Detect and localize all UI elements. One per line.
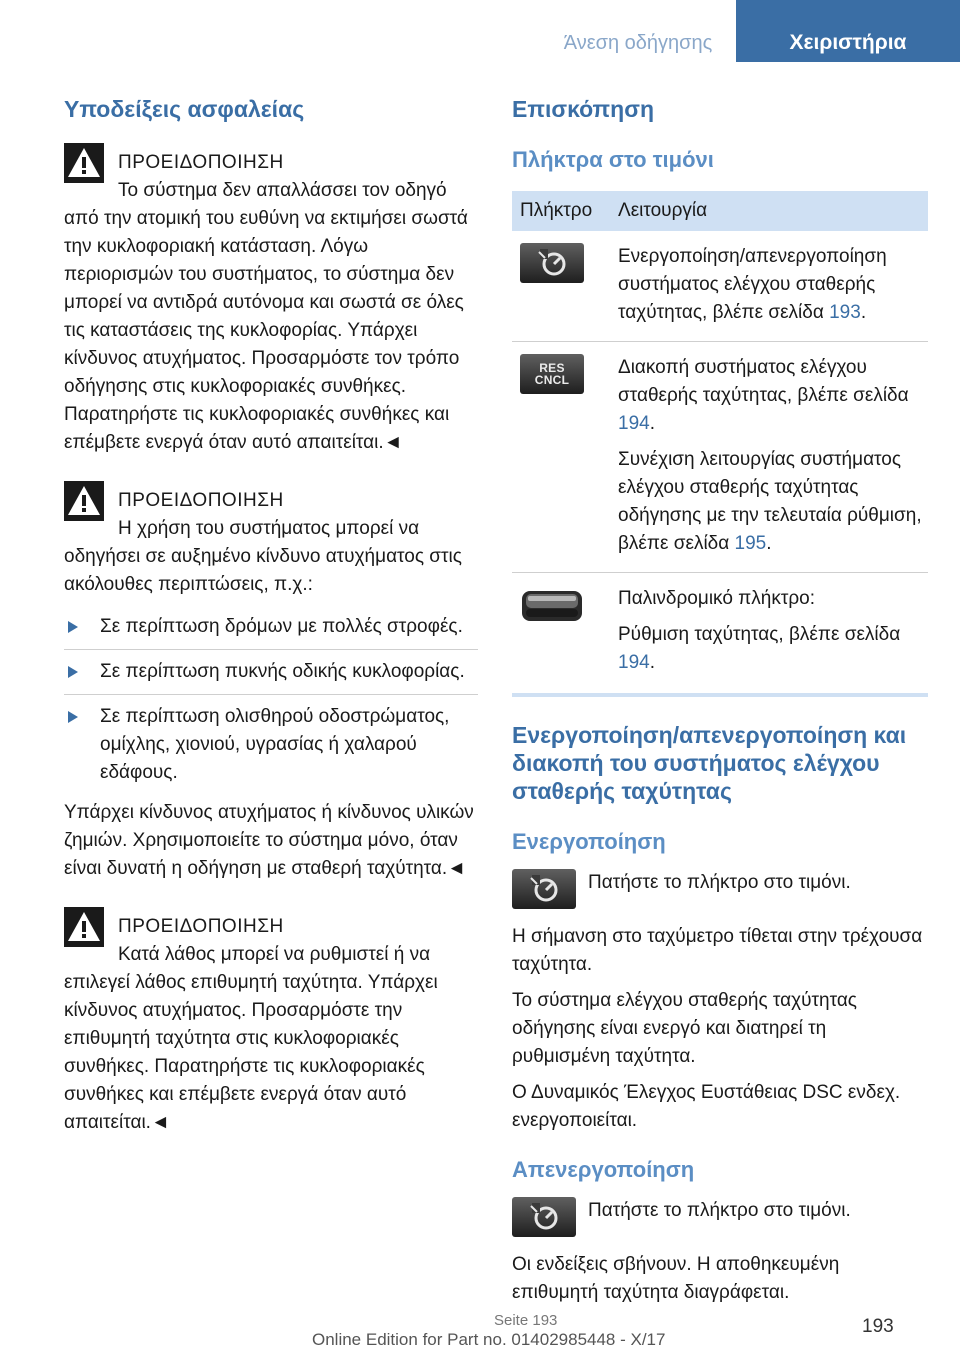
warning-label: ΠΡΟΕΙΔΟΠΟΙΗΣΗ <box>118 490 284 511</box>
page-link[interactable]: 195 <box>734 533 767 554</box>
activation-title: Ενεργοποίηση <box>512 829 666 854</box>
table-cell: Ενεργοποίηση/απενεργοποίηση συστήματος ελέγχου σταθερής ταχύτητας, βλέπε σελίδα 193. <box>610 231 928 342</box>
section-divider <box>512 693 928 697</box>
warning-block-1 <box>64 143 478 457</box>
list-item: Σε περίπτωση δρόμων με πολλές στροφές. <box>64 605 478 650</box>
left-column <box>64 96 478 1137</box>
activation-paragraph: Το σύστημα ελέγχου σταθερής ταχύτητας οδήγησης είναι ενεργό και διατηρεί τη ρυθμισμένη ταχύτητα. <box>512 990 857 1067</box>
rocker-switch-icon <box>520 585 584 625</box>
press-instruction: Πατήστε το πλήκτρο στο τιμόνι. <box>588 872 851 893</box>
deactivation-title: Απενεργοποίηση <box>512 1157 695 1182</box>
list-item: Σε περίπτωση ολισθηρού οδοστρώματος, ομίχλης, χιονιού, υγρασίας ή χαλαρού εδάφους. <box>64 695 478 795</box>
res-cncl-key <box>520 354 584 394</box>
page-link[interactable]: 194 <box>618 413 650 434</box>
risk-list <box>64 605 478 795</box>
warning-text: Το σύστημα δεν απαλλάσσει τον οδηγό από την ατομική του ευθύνη να εκτιμήσει σωστά την κυκλοφοριακή κατάσταση. Λόγω περιορισμών του συστήματος, το σύστημα δεν μπορεί να αντιδρά αυτόνομα και σωστά σε όλες τις καταστάσεις της κυκλοφορίας. Υπάρχει κίνδυνος ατυχήματος. Προσαρμόστε τον τρόπο οδήγησης στις κυκλοφοριακές συνθήκες. Παρατηρήστε τις κυκλοφοριακές συνθήκες και επέμβετε ενεργά όταν αυτό απαιτείται.◄ <box>64 180 468 453</box>
cruise-control-icon <box>512 869 576 909</box>
page-link[interactable]: 194 <box>618 652 650 673</box>
cruise-toggle-key <box>520 243 584 283</box>
warning-text: Κατά λάθος μπορεί να ρυθμιστεί ή να επιλεγεί λάθος επιθυμητή ταχύτητα. Υπάρχει κίνδυνος ατυχήματος. Προσαρμόστε την επιθυμητή ταχύτητα στις κυκλοφοριακές συνθήκες. Παρατηρήστε τις κυκλοφοριακές συνθήκες και επέμβετε ενεργά όταν αυτό απαιτείται.◄ <box>64 944 438 1133</box>
warning-label: ΠΡΟΕΙΔΟΠΟΙΗΣΗ <box>118 152 284 173</box>
safety-title: Υποδείξεις ασφαλείας <box>64 96 305 122</box>
col-key-header: Πλήκτρο <box>512 191 610 231</box>
warning-text: Η χρήση του συστήματος μπορεί να οδηγήσει σε αυξημένο κίνδυνο ατυχήματος στις ακόλουθες περιπτώσεις, π.χ.: <box>64 518 462 595</box>
right-column <box>512 96 928 1307</box>
warning-triangle-icon <box>64 481 104 521</box>
cruise-control-icon <box>520 243 584 283</box>
header-active-tab: Χειριστήρια <box>736 0 960 62</box>
steering-keys-subtitle: Πλήκτρα στο τιμόνι <box>512 147 714 172</box>
warning-label: ΠΡΟΕΙΔΟΠΟΙΗΣΗ <box>118 916 284 937</box>
warning-block-2 <box>64 481 478 883</box>
warning-text-after: Υπάρχει κίνδυνος ατυχήματος ή κίνδυνος υλικών ζημιών. Χρησιμοποιείτε το σύστημα μόνο, όταν είναι δυνατή η οδήγηση με σταθερή ταχύτητα.◄ <box>64 802 474 879</box>
table-row <box>512 231 928 342</box>
overview-title: Επισκόπηση <box>512 96 654 122</box>
triangle-bullet-icon <box>68 621 78 633</box>
cruise-control-icon <box>512 1197 576 1237</box>
col-function-header: Λειτουργία <box>610 191 928 231</box>
list-item: Σε περίπτωση πυκνής οδικής κυκλοφορίας. <box>64 650 478 695</box>
cruise-toggle-key <box>512 869 576 909</box>
table-cell: Διακοπή συστήματος ελέγχου σταθερής ταχύτητας, βλέπε σελίδα 194. Συνέχιση λειτουργίας συστήματος ελέγχου σταθερής ταχύτητας οδήγησης με την τελευταία ρύθμιση, βλέπε σελίδα 195. <box>610 342 928 573</box>
activation-paragraph: Η σήμανση στο ταχύμετρο τίθεται στην τρέχουσα ταχύτητα. <box>512 926 923 975</box>
section-title: Ενεργοποίηση/απενεργοποίηση και διακοπή του συστήματος ελέγχου σταθερής ταχύτητας <box>512 722 907 804</box>
res-label: RES CNCL <box>534 361 570 387</box>
table-row <box>512 342 928 573</box>
triangle-bullet-icon <box>68 711 78 723</box>
table-header-row <box>512 191 928 231</box>
page-header <box>0 0 960 62</box>
deactivation-press-row <box>512 1197 928 1239</box>
edition-footer: Online Edition for Part no. 01402985448 - X/17 <box>312 1330 666 1349</box>
activation-paragraph: Ο Δυναμικός Έλεγχος Ευστάθειας DSC ενδεχ. ενεργοποιείται. <box>512 1082 901 1131</box>
triangle-bullet-icon <box>68 666 78 678</box>
page-watermark: Seite 193 <box>494 1312 558 1329</box>
header-section-tab: Άνεση οδήγησης <box>540 0 736 62</box>
page-number: 193 <box>862 1316 894 1337</box>
warning-triangle-icon <box>64 143 104 183</box>
deactivation-paragraph: Οι ενδείξεις σβήνουν. Η αποθηκευμένη επιθυμητή ταχύτητα διαγράφεται. <box>512 1254 840 1303</box>
page-link[interactable]: 193 <box>829 302 861 323</box>
warning-triangle-icon <box>64 907 104 947</box>
cruise-toggle-key <box>512 1197 576 1237</box>
warning-block-3 <box>64 907 478 1137</box>
activation-press-row <box>512 869 928 911</box>
press-instruction: Πατήστε το πλήκτρο στο τιμόνι. <box>588 1200 851 1221</box>
table-cell: Παλινδρομικό πλήκτρο: Ρύθμιση ταχύτητας, βλέπε σελίδα 194. <box>618 588 901 673</box>
keys-table <box>512 191 928 691</box>
table-row <box>512 573 928 692</box>
